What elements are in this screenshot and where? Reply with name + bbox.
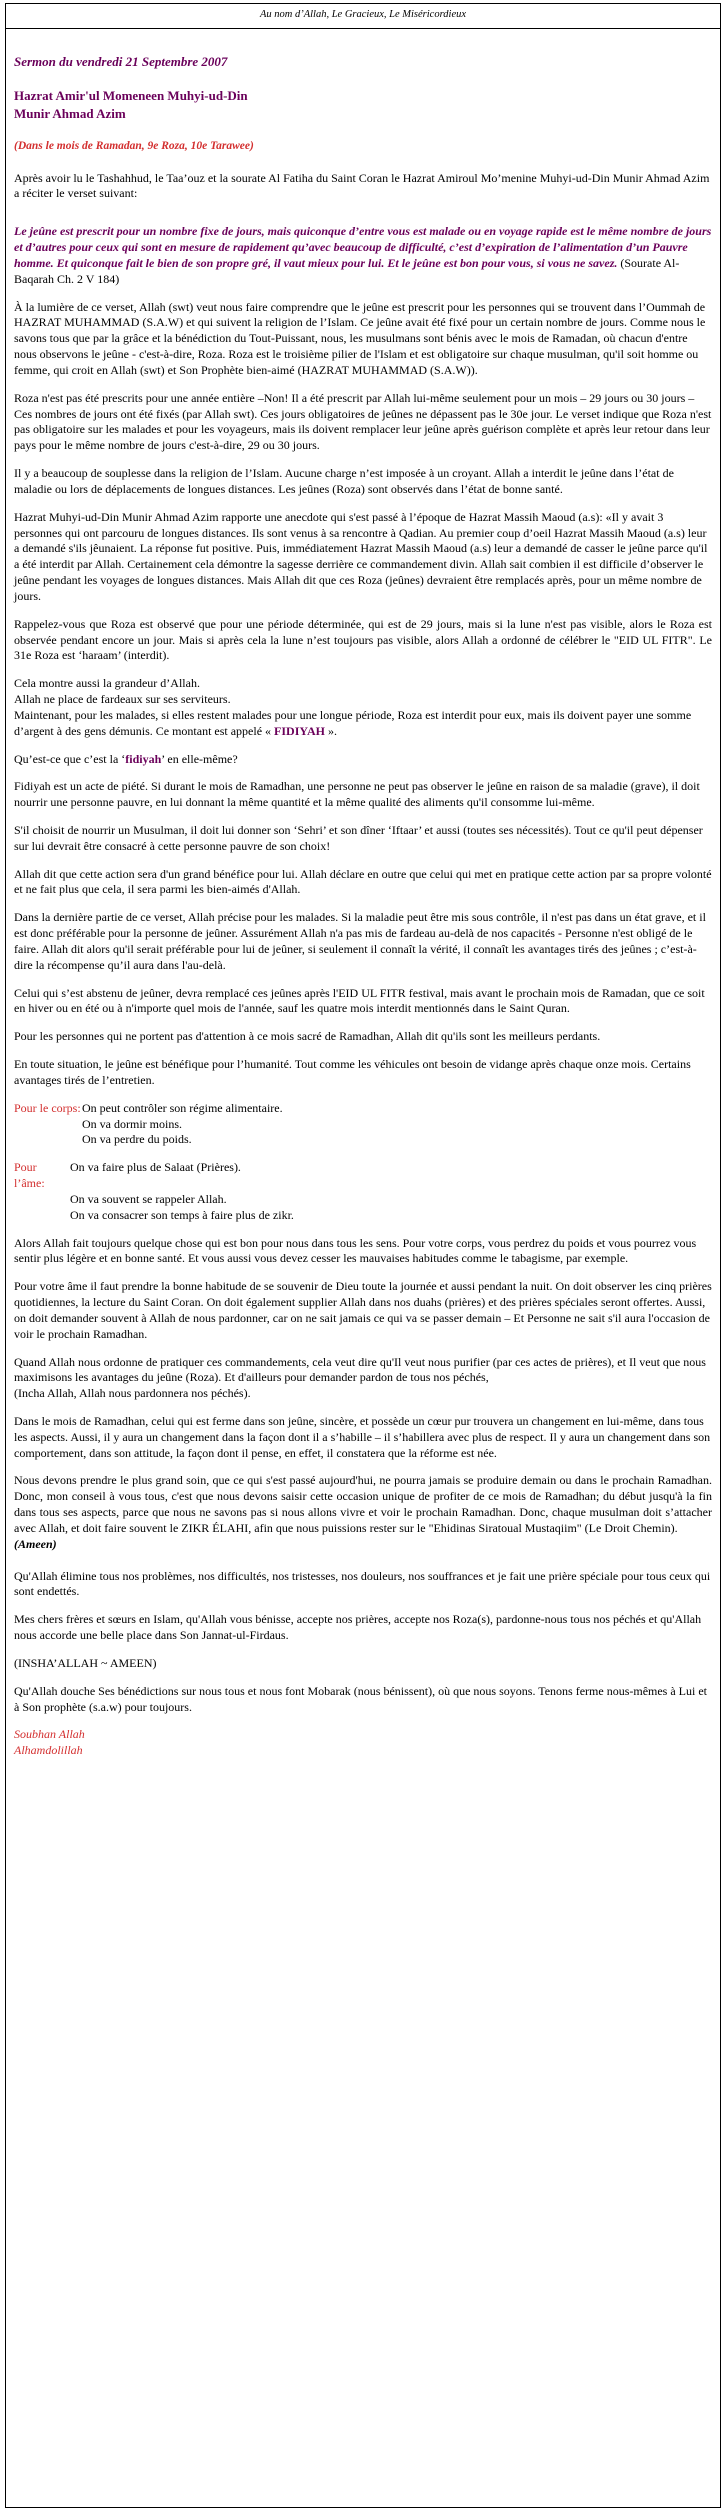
closing-line-2: Alhamdolillah [14,1743,83,1758]
intro-paragraph: Après avoir lu le Tashahhud, le Taa’ouz et la sourate Al Fatiha du Saint Coran le Hazrat Amiroul Mo’menine Muhyi-ud-Din Munir Ahmad Azim a réciter le verset suivant: [14,170,710,201]
author-block [14,87,712,123]
body-benefits-list [14,1101,712,1148]
fidiyah-word: fidiyah [125,751,162,766]
closing [14,1727,712,1759]
list-item: On va souvent se rappeler Allah. [70,1191,227,1206]
paragraph-6 [14,676,712,739]
paragraph-8: S'il choisit de nourrir un Musulman, il doit lui donner son ‘Sehri’ et son dîner ‘Iftaar’ et aussi (toutes ses nécessités). Tout ce qu'il peut dépenser sur lui devrait être consacré à cette personne pauvre de son choix! [14,822,703,853]
soul-benefits-list [14,1160,712,1223]
paragraph-15: Pour votre âme il faut prendre la bonne habitude de se souvenir de Dieu toute la journée et aussi pendant la nuit. On doit observer les cinq prières quotidiennes, la lecture du Saint Coran. On doit également supplier Allah dans nos duahs (prières) et des prières spéciales seront offertes. Aussi, on doit demander souvent à Allah de nous pardonner, car on ne sait jamais ce qui va se passer demain – Et Personne ne sait s'il aura l'occasion de voir le prochain Ramadhan. [14,1279,712,1341]
paragraph-10: Dans la dernière partie de ce verset, Allah précise pour les malades. Si la maladie peut être mis sous contrôle, il n'est pas dans un état grave, et il est donc préférable pour la personne de jeûner. Assurément Allah n'a pas mis de fardeau au-delà de nos capacités - Personne n'est obligé de le faire. Allah dit alors qu'il serait préférable pour lui de jeûner, si seulement il connaît la vérité, il connaît les avantages tirés des jeûnes ; c’est-à-dire la récompense qu’il aura dans l'au-delà. [14,910,706,972]
paragraph-14: Alors Allah fait toujours quelque chose qui est bon pour nous dans tous les sens. Pour votre corps, vous perdrez du poids et vous pourrez vous sentir plus légère et en bonne santé. Et vous aussi vous devez cesser les mauvaises habitudes comme le tabagisme, par exemple. [14,1235,697,1266]
closing-line-1: Soubhan Allah [14,1727,85,1742]
fidiyah-term: FIDIYAH [274,723,325,738]
list-item: On va perdre du poids. [82,1132,192,1147]
p6-line-2: Allah ne place de fardeaux sur ses serviteurs. [14,692,231,707]
list-item: On peut contrôler son régime alimentaire. [82,1100,283,1115]
paragraph-4: Hazrat Muhyi-ud-Din Munir Ahmad Azim rapporte une anecdote qui s'est passé à l’époque de Hazrat Massih Maoud (a.s): «Il y avait 3 personnes qui ont parcouru de longues distances. Ils sont venus à sa rencontre à Qadian. Au premier coup d’oeil Hazrat Massih Maoud (a.s) leur a demandé s'ils jêunaient. La réponse fut positive. Puis, immédiatement Hazrat Massih Maoud (a.s) leur a demandé de casser le jeûne parce qu'il a été interdit par Allah. Certainement cela démontre la sagesse derrière ce commandement divin. Allah sait combien il est difficile d’observer le jeûne pendant les voyages de longues distances. Mais Allah dit que ces Roza (jeûnes) devraient être remplacés après, pour un même nombre de jours. [14,509,708,603]
document-frame [5,3,721,2508]
paragraph-21: (INSHA’ALLAH ~ AMEEN) [14,1655,157,1670]
paragraph-20: Mes chers frères et sœurs en Islam, qu'Allah vous bénisse, accepte nos prières, accepte nos Roza(s), pardonne-nous tous nos péchés et qu'Allah nous accorde une belle place dans Son Jannat-ul-Firdaus. [14,1612,702,1643]
subtitle: (Dans le mois de Ramadan, 9e Roza, 10e Tarawee) [14,140,254,153]
author-line-2: Munir Ahmad Azim [14,105,126,121]
p6-end: ». [324,723,337,738]
paragraph-22: Qu'Allah douche Ses bénédictions sur nous tous et nous font Mobarak (nous bénissent), où que nous soyons. Tenons ferme nous-mêmes à Lui et à Son prophète (s.a.w) pour toujours. [14,1683,707,1714]
quran-verse [14,224,712,287]
sermon-body [6,29,720,1759]
paragraph-18: Nous devons prendre le plus grand soin, que ce qui s'est passé aujourd'hui, ne pourra jamais se produire demain ou dans le prochain Ramadhan. Donc, mon conseil à vous tous, c'est que nous devons saisir cette occasion unique de profiter de ce mois de Ramadhan; du début jusqu'à la fin dans tous ses aspects, parce que nous ne savons pas si nous allons vivre et voir le prochain Ramadhan. Donc, chaque musulman doit s’attacher avec Allah, et doit faire souvent le ZIKR ÉLAHI, afin que nous puissions rester sur le "Ehidinas Siratoual Mustaqiim" (Le Droit Chemin). (Ameen) [14,1473,712,1551]
paragraph-16: Quand Allah nous ordonne de pratiquer ces commandements, cela veut dire qu'Il veut nous purifier (par ces actes de prières), et Il veut que nous maximisons les avantages du jeûne (Roza). Et d'ailleurs pour demander pardon de tous nos péchés, (Incha Allah, Allah nous pardonnera nos péchés). [14,1354,706,1401]
paragraph-7: Fidiyah est un acte de piété. Si durant le mois de Ramadhan, une personne ne peut pas observer le jeûne en raison de sa maladie (grave), il doit nourrir une personne pauvre, en lui donnant la même quantité et la même qualité des aliments qu'il consomme lui-même. [14,779,700,810]
paragraph-17: Dans le mois de Ramadhan, celui qui est ferme dans son jeûne, sincère, et possède un cœur pur trouvera un changement en lui-même, dans tous les aspects. Aussi, il y aura un changement dans la façon dont il a s’habille – il s’habillera avec plus de respect. Il y aura un changement dans son comportement, dans son attitude, la façon dont il pense, en effet, il constatera que la réforme est née. [14,1414,711,1460]
verse-text: Le jeûne est prescrit pour un nombre fixe de jours, mais quiconque d’entre vous est malade ou en voyage rapide est le même nombre de jours et d’autres pour ceux qui sont en mesure de rapidement qu’avec beaucoup de difficulté, c’est d’expiration de l’alimentation d’un Pauvre homme. Et quiconque fait le bien de son propre gré, il vaut mieux pour lui. Et le jeûne est bon pour vous, si vous ne savez. [14,224,712,270]
body-label: Pour le corps: [14,1100,81,1115]
list-item: On va faire plus de Salaat (Prières). [70,1160,241,1175]
sermon-date-title: Sermon du vendredi 21 Septembre 2007 [14,54,228,69]
fidiyah-question: Qu’est-ce que c’est la ‘fidiyah’ en elle-même? [14,751,238,766]
paragraph-2: Roza n'est pas été prescrits pour une année entière –Non! Il a été prescrit par Allah lui-même seulement pour un mois – 29 jours ou 30 jours – Ces nombres de jours ont été fixés (par Allah swt). Ces jours obligatoires de jeûnes ne dépassent pas le 30e jour. Le verset indique que Roza n'est pas obligatoire sur les malades et pour les voyageurs, mais ils doivent remplacer leur jeûne après guérison complète et après leur retour dans leur pays pour le même nombre de jours c'est-à-dire, 29 ou 30 jours. [14,390,712,453]
list-item: On va consacrer son temps à faire plus de zikr. [70,1207,294,1222]
ameen: (Ameen) [14,1536,57,1551]
paragraph-3: Il y a beaucoup de souplesse dans la religion de l’Islam. Aucune charge n’est imposée à un croyant. Allah a interdit le jeûne dans l’état de maladie ou lors de déplacements de longues distances. Les jeûnes (Roza) sont observés dans l’état de bonne santé. [14,466,674,496]
paragraph-13: En toute situation, le jeûne est bénéfique pour l’humanité. Tout comme les véhicules ont besoin de vidange après chaque onze mois. Certains avantages tirés de l’entretien. [14,1057,691,1087]
paragraph-12: Pour les personnes qui ne portent pas d'attention à ce mois sacré de Ramadhan, Allah dit qu'ils sont les meilleurs perdants. [14,1029,601,1044]
author-line-1: Hazrat Amir'ul Momeneen Muhyi-ud-Din [14,87,248,103]
paragraph-11: Celui qui s’est abstenu de jeûner, devra remplacé ces jeûnes après l'EID UL FITR festival, mais avant le prochain mois de Ramadan, que ce soit en hiver ou en été ou à n'importe quel mois de l'année, sauf les quatre mois interdit mentionnés dans le Saint Quran. [14,985,705,1016]
p6-line-1: Cela montre aussi la grandeur d’Allah. [14,676,200,691]
bismillah-header: Au nom d’Allah, Le Gracieux, Le Miséricordieux [6,4,720,29]
verse-reference: (Sourate Al-Baqarah Ch. 2 V 184) [14,255,680,286]
paragraph-5: Rappelez-vous que Roza est observé que pour une période déterminée, qui est de 29 jours, mais si la lune n'est pas visible, alors le Roza est observée pendant encore un jour. Mais si après cela la lune n’est toujours pas visible, alors Allah a ordonné de célébrer le "EID UL FITR". Le 31e Roza est ‘haraam’ (interdit). [14,616,712,663]
paragraph-19: Qu'Allah élimine tous nos problèmes, nos difficultés, nos tristesses, nos douleurs, nos souffrances et je fait une prière spéciale pour tous ceux qui sont endettés. [14,1568,711,1599]
paragraph-9: Allah dit que cette action sera d'un grand bénéfice pour lui. Allah déclare en outre que celui qui met en pratique cette action par sa propre volonté et ne fait plus que cela, il sera parmi les bien-aimés d'Allah. [14,866,712,897]
soul-label: Pour l’âme: [14,1160,45,1191]
list-item: On va dormir moins. [82,1116,182,1131]
p6-line-3: Maintenant, pour les malades, si elles restent malades pour une longue période, Roza est interdit pour eux, mais ils doivent payer une somme d’argent à des gens démunis. Ce montant est appelé « [14,707,692,738]
paragraph-1: À la lumière de ce verset, Allah (swt) veut nous faire comprendre que le jeûne est prescrit pour les personnes qui se trouvent dans l’Oummah de HAZRAT MUHAMMAD (S.A.W) et qui suivent la religion de l’Islam. Ce jeûne avait été fixé pour un certain nombre de jours. Comme nous le savons tous que par la grâce et la bénédiction du Tout-Puissant, nous, les musulmans sont bénis avec le mois de Ramadan, où chacun d'entre nous observons le jeûne - c'est-à-dire, Roza. Roza est le troisième pilier de l'Islam et est obligatoire sur chaque musulman, qu'il soit homme ou femme, qui croit en Allah (swt) et Son Prophète bien-aimé (HAZRAT MUHAMMAD (S.A.W)). [14,299,706,377]
